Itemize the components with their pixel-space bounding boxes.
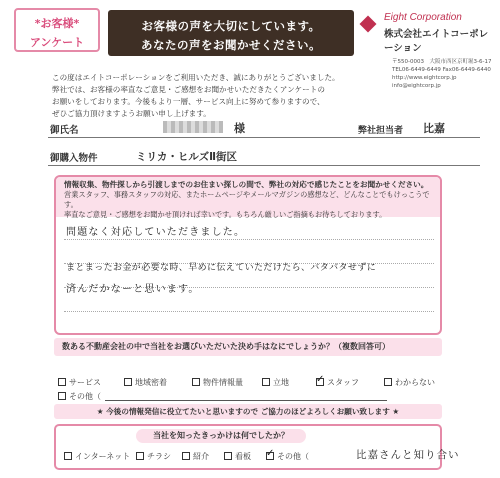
intro-text [52, 72, 432, 120]
option-label: 物件情報量 [203, 378, 243, 387]
checkbox[interactable] [124, 378, 132, 386]
checkbox[interactable] [136, 452, 144, 460]
property-row [48, 148, 480, 166]
feedback-prompt-title: 情報収集、物件探しから引渡しまでのお住まい探しの間で、弊社の対応で感じたことをお聞かせください。 [64, 180, 429, 189]
writing-line [64, 311, 434, 312]
question-decision-factor: 数ある不動産会社の中で当社をお選びいただいた決め手はなにでしょうか？（複数回答可） [54, 338, 442, 356]
intro-line: ぜひご協力頂けますようお願い申し上げます。 [52, 109, 211, 118]
option-referral[interactable] [182, 451, 209, 462]
option-unknown[interactable] [384, 377, 435, 388]
staff-label: 弊社担当者 [358, 126, 404, 136]
option-label: 立地 [273, 378, 289, 387]
question-discovery-box [54, 424, 460, 470]
option-label: スタッフ [327, 378, 359, 387]
option-flyer[interactable] [136, 451, 171, 462]
option-listings[interactable] [192, 377, 243, 388]
feedback-prompt-sub: 率直なご意見・ご感想をお聞かせ頂ければ幸いです。もちろん厳しいご指摘もお待ちしております。 [64, 210, 387, 219]
intro-line: お願いをしております。今後もより一層、サービス向上に努めて参りますので、 [52, 97, 325, 106]
intro-line: この度はエイトコーポレーションをご利用いただき、誠にありがとうございました。 [52, 73, 340, 82]
option-label: その他（ [277, 452, 309, 461]
feedback-prompt-sub: 営業スタッフ、事務スタッフの対応、またホームページやメールマガジンの感想など、どんなことでもけっこうです。 [64, 190, 430, 209]
other-answer-line[interactable] [105, 400, 387, 401]
survey-badge [14, 8, 100, 52]
feedback-prompt [56, 177, 440, 217]
logo-english: Eight Corporation [384, 12, 462, 23]
option-location[interactable] [262, 377, 289, 388]
option-internet[interactable] [64, 451, 130, 462]
question-discovery: 当社を知ったきっかけは何でしたか？ [136, 429, 306, 443]
property-label: 御購入物件 [50, 153, 98, 164]
checkbox-checked[interactable] [266, 452, 274, 460]
handwritten-answer: 問題なく対応していただきました。 [66, 227, 246, 238]
option-label: チラシ [147, 452, 171, 461]
option-label: 看板 [235, 452, 251, 461]
company-logo [362, 12, 490, 56]
option-label: 地域密着 [135, 378, 167, 387]
checkbox[interactable] [58, 392, 66, 400]
honorific-suffix: 様 [234, 122, 245, 135]
customer-name-label: 御氏名 [50, 125, 79, 136]
option-label: わからない [395, 378, 435, 387]
email-line: info@eightcorp.jp [392, 83, 441, 89]
customer-name-row [48, 120, 480, 138]
checkbox-checked[interactable] [316, 378, 324, 386]
banner-line1: お客様の声を大切にしています。 [141, 19, 321, 33]
checkbox[interactable] [64, 452, 72, 460]
option-label: その他（ [69, 392, 101, 401]
option-other[interactable] [266, 451, 309, 462]
option-signboard[interactable] [224, 451, 251, 462]
handwritten-other-answer: 比嘉さんと知り合い [356, 449, 460, 461]
option-staff[interactable] [316, 377, 359, 388]
handwritten-answer: まとまったお金が必要な時、早めに伝えていただけたら、バタバタせずに [66, 263, 377, 273]
website-line: http://www.eightcorp.jp [392, 75, 457, 81]
badge-line2: アンケート [29, 36, 85, 49]
logo-japanese: 株式会社エイトコーポレーション [384, 29, 489, 54]
option-label: サービス [69, 378, 101, 387]
badge-line1: *お客様* [34, 17, 80, 30]
checkbox[interactable] [262, 378, 270, 386]
option-other[interactable] [58, 391, 387, 402]
writing-line [64, 239, 434, 240]
handwritten-answer: 済んだかなーと思います。 [66, 284, 200, 295]
option-label: インターネット [75, 452, 131, 461]
header-banner [108, 10, 354, 56]
checkbox[interactable] [58, 378, 66, 386]
checkbox[interactable] [224, 452, 232, 460]
checkbox[interactable] [384, 378, 392, 386]
property-name: ミリカ・ヒルズⅡ街区 [136, 151, 237, 163]
phone-line: TEL06-6449-6449 Fax06-6449-6440 [392, 67, 491, 73]
checkbox[interactable] [182, 452, 190, 460]
redacted-name [163, 121, 223, 133]
logo-diamond-icon [360, 16, 377, 33]
checkbox[interactable] [192, 378, 200, 386]
banner-line2: あなたの声をお聞かせください。 [141, 38, 321, 52]
option-service[interactable] [58, 377, 101, 388]
intro-line: 弊社では、お客様の率直なご意見・ご感想をお聞かせいただきたくアンケートの [52, 85, 325, 94]
address-line: 〒550-0003 大阪市西区京町堀3-6-17 [392, 59, 492, 65]
staff-name: 比嘉 [423, 122, 445, 135]
option-local[interactable] [124, 377, 167, 388]
cooperation-banner: ★ 今後の情報発信に役立てたいと思いますので ご協力のほどよろしくお願い致します ★ [54, 404, 442, 419]
option-label: 紹介 [193, 452, 209, 461]
feedback-box [54, 175, 442, 335]
